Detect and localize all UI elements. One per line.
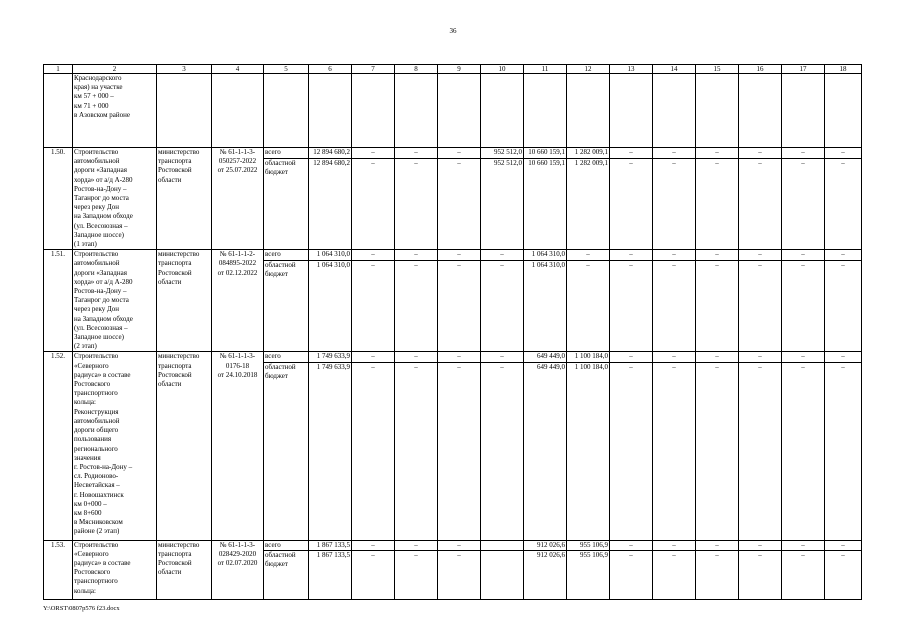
cell-col-14: – <box>653 158 696 250</box>
cell-col-17: – <box>782 260 825 352</box>
cell-col-18: – <box>825 158 862 250</box>
cell-col-9: – <box>438 158 481 250</box>
cell-col-10 <box>481 74 524 148</box>
cell-col-8 <box>395 74 438 148</box>
header-col-11: 11 <box>524 65 567 74</box>
table-body <box>44 74 862 600</box>
cell-col-7: – <box>352 540 395 550</box>
cell-source: всего <box>264 352 309 362</box>
cell-col-17: – <box>782 158 825 250</box>
cell-col-13 <box>610 74 653 148</box>
cell-col-15: – <box>696 550 739 599</box>
cell-col-8: – <box>395 250 438 261</box>
cell-col-13: – <box>610 158 653 250</box>
cell-source: областной бюджет <box>264 362 309 540</box>
cell-col-15: – <box>696 540 739 550</box>
header-col-13: 13 <box>610 65 653 74</box>
cell-col-14: – <box>653 148 696 159</box>
cell-col-13: – <box>610 148 653 159</box>
cell-project-name: Строительство «Северного радиуса» в составе Ростовского транспортного кольца: <box>73 540 157 599</box>
cell-source: всего <box>264 148 309 159</box>
cell-col-11: 912 026,6 <box>524 550 567 599</box>
cell-col-18 <box>825 74 862 148</box>
cell-col-15: – <box>696 148 739 159</box>
cell-source: всего <box>264 250 309 261</box>
cell-source <box>264 74 309 148</box>
cell-col-13: – <box>610 540 653 550</box>
cell-col-6: 12 894 680,2 <box>309 148 352 159</box>
cell-col-7: – <box>352 158 395 250</box>
cell-col-11: 1 064 310,0 <box>524 260 567 352</box>
cell-col-15: – <box>696 362 739 540</box>
header-col-15: 15 <box>696 65 739 74</box>
cell-col-17 <box>782 74 825 148</box>
cell-col-12: 955 106,9 <box>567 550 610 599</box>
cell-project-name: Строительство автомобильной дороги «Западная хорда» от а/д А-280 Ростов-на-Дону – Таганрог до моста через реку Дон на Западном обходе (ул. Всесоюзная – Западное шоссе) (1 этап) <box>73 148 157 250</box>
page-number: 36 <box>449 27 457 35</box>
cell-col-7: – <box>352 260 395 352</box>
continuation-row <box>44 74 862 148</box>
cell-ministry <box>157 74 212 148</box>
cell-col-18: – <box>825 362 862 540</box>
cell-col-18: – <box>825 250 862 261</box>
cell-col-7: – <box>352 250 395 261</box>
cell-col-16: – <box>739 250 782 261</box>
cell-col-9: – <box>438 260 481 352</box>
cell-col-6: 1 064 310,0 <box>309 250 352 261</box>
cell-col-8: – <box>395 540 438 550</box>
cell-num: 1.51. <box>44 250 73 352</box>
cell-col-12: 1 100 184,0 <box>567 352 610 362</box>
cell-col-17: – <box>782 250 825 261</box>
cell-col-14: – <box>653 260 696 352</box>
cell-col-16: – <box>739 540 782 550</box>
cell-col-6: 1 749 633,9 <box>309 352 352 362</box>
cell-col-9 <box>438 74 481 148</box>
header-col-8: 8 <box>395 65 438 74</box>
header-col-18: 18 <box>825 65 862 74</box>
cell-col-18: – <box>825 352 862 362</box>
cell-col-16 <box>739 74 782 148</box>
cell-col-6: 12 894 680,2 <box>309 158 352 250</box>
cell-col-12: 1 100 184,0 <box>567 362 610 540</box>
cell-col-13: – <box>610 250 653 261</box>
cell-col-10: – <box>481 362 524 540</box>
header-col-1: 1 <box>44 65 73 74</box>
cell-col-16: – <box>739 362 782 540</box>
cell-source: областной бюджет <box>264 158 309 250</box>
cell-ministry: министерство транспорта Ростовской области <box>157 250 212 352</box>
cell-col-10: – <box>481 352 524 362</box>
budget-table <box>43 64 862 600</box>
header-col-14: 14 <box>653 65 696 74</box>
cell-col-15: – <box>696 352 739 362</box>
table-row <box>44 250 862 261</box>
header-col-2: 2 <box>73 65 157 74</box>
cell-col-14: – <box>653 362 696 540</box>
cell-col-11: 912 026,6 <box>524 540 567 550</box>
header-col-6: 6 <box>309 65 352 74</box>
cell-col-18: – <box>825 540 862 550</box>
header-col-5: 5 <box>264 65 309 74</box>
cell-col-14: – <box>653 250 696 261</box>
cell-col-11 <box>524 74 567 148</box>
cell-col-9: – <box>438 352 481 362</box>
cell-source: всего <box>264 540 309 550</box>
cell-col-12 <box>567 74 610 148</box>
cell-col-9: – <box>438 550 481 599</box>
cell-col-11: 649 449,0 <box>524 352 567 362</box>
cell-ministry: министерство транспорта Ростовской области <box>157 352 212 540</box>
cell-doc: № 61-1-1-3- 050257-2022 от 25.07.2022 <box>212 148 264 250</box>
cell-col-15: – <box>696 260 739 352</box>
cell-col-16: – <box>739 260 782 352</box>
cell-col-18: – <box>825 550 862 599</box>
cell-col-17: – <box>782 148 825 159</box>
cell-col-16: – <box>739 352 782 362</box>
cell-col-9: – <box>438 250 481 261</box>
header-col-9: 9 <box>438 65 481 74</box>
cell-col-17: – <box>782 352 825 362</box>
cell-col-15 <box>696 74 739 148</box>
cell-source: областной бюджет <box>264 260 309 352</box>
cell-col-12: – <box>567 260 610 352</box>
cell-ministry: министерство транспорта Ростовской области <box>157 540 212 599</box>
cell-col-13: – <box>610 352 653 362</box>
cell-col-9: – <box>438 362 481 540</box>
header-col-4: 4 <box>212 65 264 74</box>
cell-col-12: – <box>567 250 610 261</box>
cell-col-10: 952 512,0 <box>481 148 524 159</box>
table-row <box>44 352 862 362</box>
cell-col-7: – <box>352 148 395 159</box>
cell-col-11: 649 449,0 <box>524 362 567 540</box>
cell-col-6: 1 064 310,0 <box>309 260 352 352</box>
cell-col-9: – <box>438 540 481 550</box>
cell-col-10 <box>481 540 524 550</box>
cell-col-12: 955 106,9 <box>567 540 610 550</box>
cell-col-18: – <box>825 260 862 352</box>
header-col-10: 10 <box>481 65 524 74</box>
cell-col-8: – <box>395 352 438 362</box>
cell-col-13: – <box>610 362 653 540</box>
cell-col-6 <box>309 74 352 148</box>
cell-source: областной бюджет <box>264 550 309 599</box>
cell-col-7: – <box>352 352 395 362</box>
cell-num: 1.53. <box>44 540 73 599</box>
cell-col-15: – <box>696 158 739 250</box>
cell-col-6: 1 867 133,5 <box>309 550 352 599</box>
cell-col-16: – <box>739 158 782 250</box>
cell-num <box>44 74 73 148</box>
cell-num: 1.50. <box>44 148 73 250</box>
cell-col-13: – <box>610 260 653 352</box>
cell-col-10 <box>481 550 524 599</box>
cell-col-14: – <box>653 352 696 362</box>
cell-col-17: – <box>782 550 825 599</box>
cell-col-11: 1 064 310,0 <box>524 250 567 261</box>
cell-col-12: 1 282 009,1 <box>567 158 610 250</box>
cell-col-15: – <box>696 250 739 261</box>
cell-col-11: 10 660 159,1 <box>524 148 567 159</box>
table-row <box>44 540 862 550</box>
cell-col-18: – <box>825 148 862 159</box>
table-row <box>44 148 862 159</box>
cell-col-7 <box>352 74 395 148</box>
cell-col-12: 1 282 009,1 <box>567 148 610 159</box>
cell-doc <box>212 74 264 148</box>
cell-col-14 <box>653 74 696 148</box>
cell-project-name: Краснодарского края) на участке км 57 + 000 – км 71 + 000 в Азовском районе <box>73 74 157 148</box>
cell-col-6: 1 867 133,5 <box>309 540 352 550</box>
cell-col-14: – <box>653 550 696 599</box>
cell-col-6: 1 749 633,9 <box>309 362 352 540</box>
cell-col-16: – <box>739 148 782 159</box>
cell-col-16: – <box>739 550 782 599</box>
header-col-17: 17 <box>782 65 825 74</box>
cell-col-8: – <box>395 362 438 540</box>
cell-project-name: Строительство «Северного радиуса» в составе Ростовского транспортного кольца: Реконструкция автомобильной дороги общего пользования регионального значения г. Ростов-на-Дону – сл. Родионово- Несветайская – г. Новошахтинск км 0+000 – км 8+600 в Мясниковском районе (2 этап) <box>73 352 157 540</box>
cell-col-7: – <box>352 550 395 599</box>
cell-doc: № 61-1-1-3- 028429-2020 от 02.07.2020 <box>212 540 264 599</box>
cell-col-8: – <box>395 158 438 250</box>
cell-doc: № 61-1-1-2- 084895-2022 от 02.12.2022 <box>212 250 264 352</box>
header-col-7: 7 <box>352 65 395 74</box>
cell-col-17: – <box>782 362 825 540</box>
cell-col-11: 10 660 159,1 <box>524 158 567 250</box>
cell-col-14: – <box>653 540 696 550</box>
cell-ministry: министерство транспорта Ростовской области <box>157 148 212 250</box>
cell-col-10: 952 512,0 <box>481 158 524 250</box>
cell-project-name: Строительство автомобильной дороги «Западная хорда» от а/д А-280 Ростов-на-Дону – Таганрог до моста через реку Дон на Западном обходе (ул. Всесоюзная – Западное шоссе) (2 этап) <box>73 250 157 352</box>
cell-col-8: – <box>395 148 438 159</box>
cell-col-8: – <box>395 550 438 599</box>
cell-col-17: – <box>782 540 825 550</box>
cell-col-7: – <box>352 362 395 540</box>
header-row <box>44 65 862 74</box>
header-col-16: 16 <box>739 65 782 74</box>
cell-col-10: – <box>481 250 524 261</box>
header-col-12: 12 <box>567 65 610 74</box>
cell-col-10: – <box>481 260 524 352</box>
cell-doc: № 61-1-1-3- 0176-18 от 24.10.2018 <box>212 352 264 540</box>
header-col-3: 3 <box>157 65 212 74</box>
cell-col-8: – <box>395 260 438 352</box>
cell-col-9: – <box>438 148 481 159</box>
cell-num: 1.52. <box>44 352 73 540</box>
cell-col-13: – <box>610 550 653 599</box>
footer-file-path: Y:\ORST\0807p576 f23.docx <box>43 605 120 612</box>
